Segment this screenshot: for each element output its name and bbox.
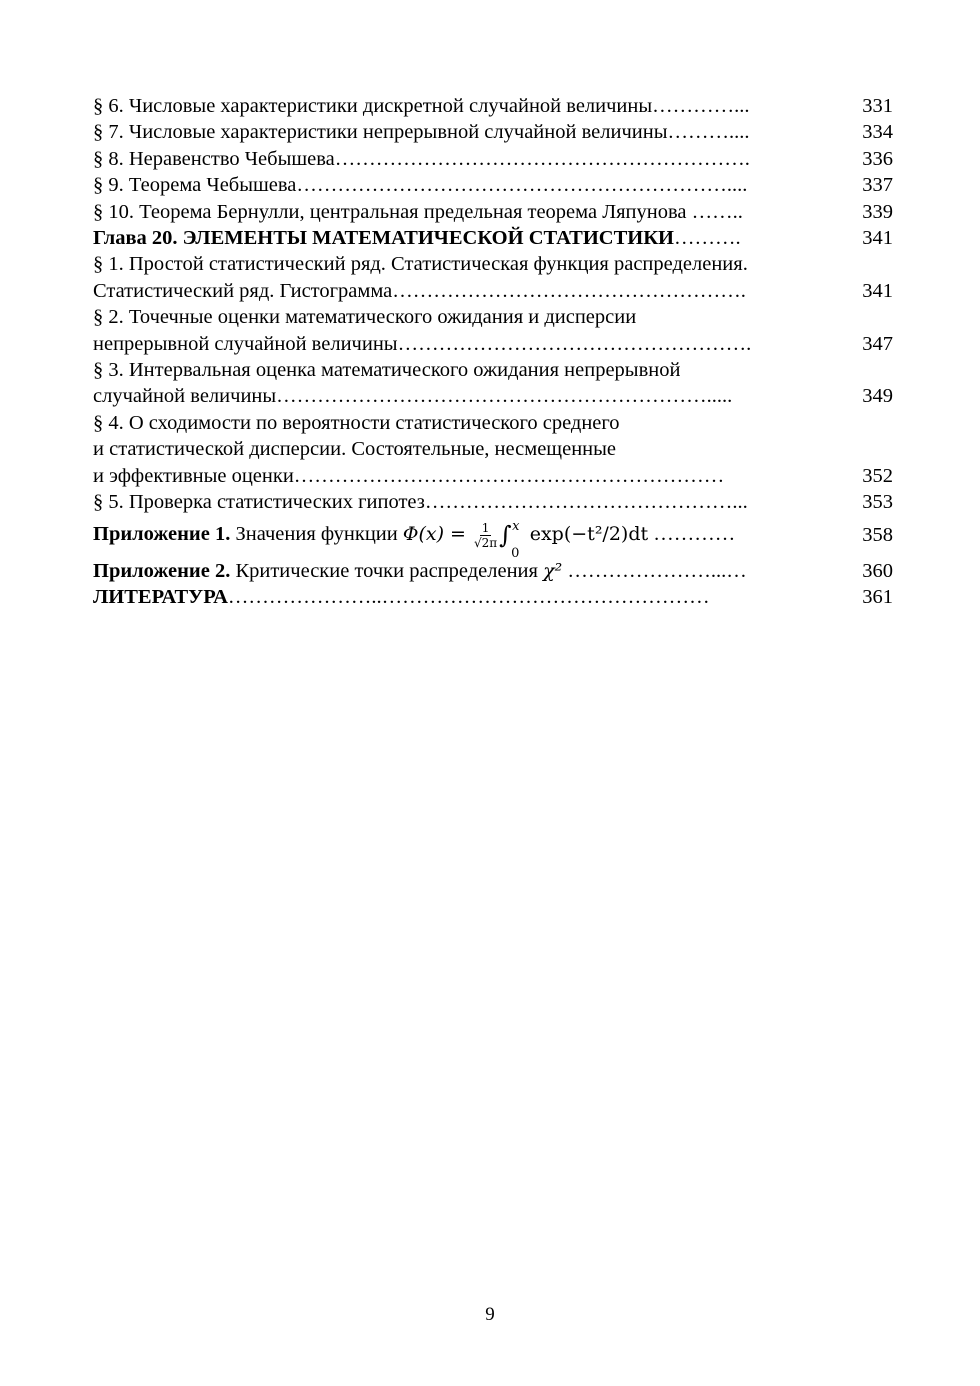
toc-entry-text: § 7. Числовые характеристики непрерывной случайной величины……….... [93, 121, 750, 144]
toc-leader-dots: ………… [648, 523, 736, 546]
toc-entry-chapter-20 [93, 225, 893, 251]
toc-entry-page: 358 [862, 524, 893, 547]
toc-entry-section-7 [93, 119, 893, 145]
toc-entry-text: § 4. О сходимости по вероятности статистического среднего [93, 411, 620, 434]
toc-entry-text: § 10. Теорема Бернулли, центральная предельная теорема Ляпунова …….. [93, 200, 743, 223]
toc-leader-dots: …………………...… [562, 559, 747, 582]
toc-entry-ch20-section-3-line-1 [93, 357, 893, 383]
toc-entry-page: 341 [862, 279, 893, 302]
appendix-title: Приложение 2. [93, 559, 231, 582]
toc-entry-text: непрерывной случайной величины……………………………………………. [93, 332, 752, 355]
toc-entry-text: § 8. Неравенство Чебышева……………………………………………………. [93, 147, 750, 170]
toc-entry-page: 341 [862, 227, 893, 250]
toc-entry-page: 339 [862, 200, 893, 223]
formula-fraction [474, 521, 497, 550]
toc-entry-text [93, 584, 835, 610]
formula-lhs: Φ(x) = [402, 523, 472, 546]
toc-leader-dots: …………………..………………………………………… [227, 585, 710, 608]
toc-entry-text: и статистической дисперсии. Состоятельные, несмещенные [93, 438, 617, 461]
toc-entry-page: 336 [862, 147, 893, 170]
toc-entry-text: § 2. Точечные оценки математического ожидания и дисперсии [93, 306, 637, 329]
toc-entry-page: 353 [862, 491, 893, 514]
fraction-numerator: 1 [481, 521, 490, 535]
toc-entry-section-6 [93, 93, 893, 119]
toc-entry-text: Статистический ряд. Гистограмма……………………………………………. [93, 279, 746, 302]
chi-square-symbol: χ² [543, 559, 563, 582]
toc-entry-ch20-section-2-line-2 [93, 331, 893, 357]
toc-entry-page: 337 [862, 174, 893, 197]
toc-entry-ch20-section-5 [93, 489, 893, 515]
toc-entry-ch20-section-4-line-2 [93, 436, 893, 462]
integral-lower-limit: 0 [511, 546, 520, 562]
appendix-title: Приложение 1. [93, 523, 231, 546]
toc-entry-appendix-1 [93, 516, 893, 562]
toc-entry-page: 352 [862, 464, 893, 487]
toc-entry-ch20-section-1-line-1 [93, 251, 893, 277]
toc-entry-page: 331 [862, 95, 893, 117]
toc-leader-dots: ………. [674, 227, 741, 250]
page-number: 9 [485, 1304, 495, 1325]
toc-entry-page: 361 [862, 585, 893, 608]
toc-entry-ch20-section-4-line-3 [93, 463, 893, 489]
toc-entry-ch20-section-4-line-1 [93, 410, 893, 436]
toc-entry-text [93, 519, 835, 562]
toc-entry-ch20-section-3-line-2 [93, 383, 893, 409]
toc-entry-ch20-section-2-line-1 [93, 304, 893, 330]
chapter-title: Глава 20. ЭЛЕМЕНТЫ МАТЕМАТИЧЕСКОЙ СТАТИСТИКИ [93, 227, 675, 250]
formula-rhs: exp(−t²/2)dt [523, 523, 649, 546]
toc-entry-text: § 1. Простой статистический ряд. Статистическая функция распределения. [93, 253, 748, 276]
toc-entry-section-8 [93, 146, 893, 172]
toc-entry-text [93, 558, 835, 584]
toc-entry-text [93, 225, 835, 251]
toc-entry-page: 349 [862, 385, 893, 408]
toc-entry-ch20-section-1-line-2 [93, 278, 893, 304]
toc-entry-page: 334 [862, 121, 893, 144]
toc-entry-appendix-2 [93, 558, 893, 584]
toc-entry-text: § 5. Проверка статистических гипотез………………………………………... [93, 491, 748, 514]
appendix-description: Значения функции [230, 523, 403, 546]
toc-entry-text: § 9. Теорема Чебышева……………………………………………………….... [93, 174, 748, 197]
toc-entry-literature [93, 584, 893, 610]
toc-entry-section-10 [93, 199, 893, 225]
integral-sign: ∫ x 0 [499, 522, 512, 548]
literature-title: ЛИТЕРАТУРА [93, 585, 228, 608]
appendix-description: Критические точки распределения [230, 559, 544, 582]
toc-entry-section-9 [93, 172, 893, 198]
toc-entry-text: § 6. Числовые характеристики дискретной случайной величины…………... [93, 95, 750, 117]
toc-entry-page: 347 [862, 332, 893, 355]
toc-entry-text: случайной величины………………………………………………………..... [93, 385, 733, 408]
integral-upper-limit: x [512, 519, 520, 535]
fraction-denominator: √2π [474, 536, 498, 550]
toc-entry-text: § 3. Интервальная оценка математического ожидания непрерывной [93, 359, 681, 382]
toc-entry-text: и эффективные оценки……………………………………………………… [93, 464, 725, 487]
table-of-contents [93, 93, 893, 610]
toc-entry-page: 360 [862, 559, 893, 582]
